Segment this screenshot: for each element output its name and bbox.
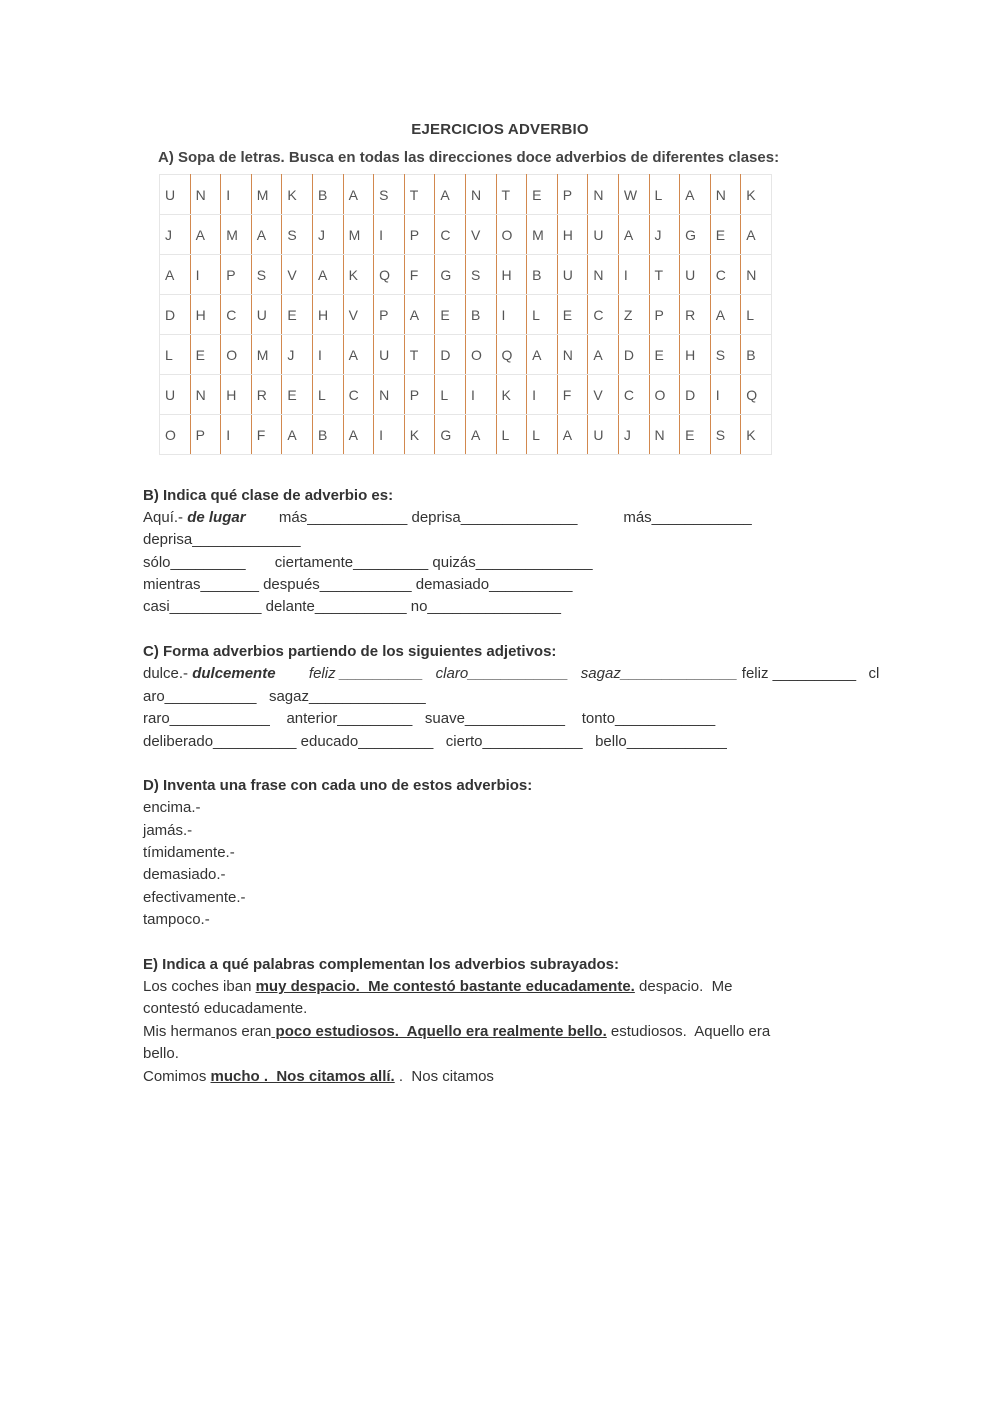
grid-cell: S: [282, 215, 313, 255]
grid-cell: I: [190, 255, 221, 295]
section-d-item: efectivamente.-: [143, 889, 246, 906]
grid-row: [160, 175, 772, 215]
grid-cell: M: [221, 215, 252, 255]
e-underlined: poco estudiosos. Aquello era realmente bello.: [271, 1023, 607, 1040]
grid-cell: I: [465, 375, 496, 415]
grid-cell: I: [527, 375, 558, 415]
section-d-item: encima.-: [143, 799, 201, 816]
c-italic-blanks: feliz __________ claro____________ sagaz______________: [308, 665, 738, 682]
grid-cell: N: [557, 335, 588, 375]
grid-cell: J: [618, 415, 649, 455]
grid-cell: G: [680, 215, 711, 255]
grid-cell: U: [160, 175, 191, 215]
grid-cell: F: [251, 415, 282, 455]
grid-cell: K: [343, 255, 374, 295]
grid-row: [160, 375, 772, 415]
grid-cell: E: [190, 335, 221, 375]
grid-cell: M: [343, 215, 374, 255]
e-text: Comimos: [143, 1068, 211, 1085]
b-blanks: más____________ deprisa______________ más____________: [245, 509, 752, 526]
grid-cell: A: [588, 335, 619, 375]
grid-cell: S: [465, 255, 496, 295]
section-d-item: tampoco.-: [143, 911, 210, 928]
grid-cell: C: [588, 295, 619, 335]
grid-cell: N: [649, 415, 680, 455]
grid-cell: T: [649, 255, 680, 295]
grid-cell: M: [251, 175, 282, 215]
grid-cell: K: [741, 175, 772, 215]
grid-cell: B: [465, 295, 496, 335]
grid-cell: O: [496, 215, 527, 255]
grid-cell: P: [649, 295, 680, 335]
grid-cell: Q: [741, 375, 772, 415]
grid-cell: N: [190, 375, 221, 415]
grid-cell: A: [343, 415, 374, 455]
grid-cell: A: [618, 215, 649, 255]
grid-cell: A: [190, 215, 221, 255]
grid-cell: L: [527, 295, 558, 335]
grid-row: [160, 255, 772, 295]
e-underlined: mucho . Nos citamos allí.: [210, 1068, 395, 1085]
grid-cell: L: [527, 415, 558, 455]
section-e-line-3: [143, 1021, 770, 1043]
section-b-line-3: sólo_________ ciertamente_________ quizás______________: [143, 554, 593, 571]
grid-cell: D: [435, 335, 466, 375]
grid-cell: H: [496, 255, 527, 295]
grid-cell: C: [710, 255, 741, 295]
grid-cell: I: [710, 375, 741, 415]
section-c-line-4: deliberado__________ educado_________ cierto____________ bello____________: [143, 733, 727, 750]
grid-cell: P: [374, 295, 405, 335]
grid-cell: U: [680, 255, 711, 295]
grid-cell: J: [282, 335, 313, 375]
section-d-item: tímidamente.-: [143, 844, 235, 861]
grid-cell: I: [374, 415, 405, 455]
grid-cell: A: [557, 415, 588, 455]
grid-cell: R: [680, 295, 711, 335]
grid-cell: L: [312, 375, 343, 415]
section-a-heading: A) Sopa de letras. Busca en todas las direcciones doce adverbios de diferentes clases:: [158, 149, 780, 166]
grid-cell: S: [710, 415, 741, 455]
grid-cell: U: [588, 215, 619, 255]
grid-cell: O: [649, 375, 680, 415]
grid-cell: A: [160, 255, 191, 295]
grid-cell: V: [465, 215, 496, 255]
grid-cell: B: [527, 255, 558, 295]
grid-cell: D: [680, 375, 711, 415]
section-b-line-2: deprisa_____________: [143, 531, 301, 548]
grid-cell: L: [741, 295, 772, 335]
grid-cell: E: [527, 175, 558, 215]
c-spacer: [276, 665, 309, 682]
grid-cell: N: [588, 255, 619, 295]
section-e-line-2: contestó educadamente.: [143, 1000, 308, 1017]
grid-cell: D: [160, 295, 191, 335]
grid-cell: C: [221, 295, 252, 335]
section-c-heading: C) Forma adverbios partiendo de los siguientes adjetivos:: [143, 643, 557, 660]
worksheet-title: EJERCICIOS ADVERBIO: [411, 121, 589, 138]
e-text: Mis hermanos eran: [143, 1023, 272, 1040]
grid-cell: E: [435, 295, 466, 335]
c-example-answer: dulcemente: [192, 665, 276, 682]
grid-cell: K: [741, 415, 772, 455]
grid-row: [160, 415, 772, 455]
grid-cell: M: [527, 215, 558, 255]
grid-cell: A: [527, 335, 558, 375]
grid-cell: V: [588, 375, 619, 415]
grid-cell: O: [221, 335, 252, 375]
grid-cell: A: [312, 255, 343, 295]
grid-cell: A: [404, 295, 435, 335]
section-d-heading: D) Inventa una frase con cada uno de estos adverbios:: [143, 777, 533, 794]
grid-cell: P: [221, 255, 252, 295]
grid-cell: N: [710, 175, 741, 215]
grid-cell: K: [496, 375, 527, 415]
section-b-heading: B) Indica qué clase de adverbio es:: [143, 487, 394, 504]
section-b-line-1: [143, 507, 752, 529]
grid-cell: A: [282, 415, 313, 455]
grid-cell: R: [251, 375, 282, 415]
e-text: Los coches iban: [143, 978, 256, 995]
grid-cell: U: [374, 335, 405, 375]
grid-cell: J: [312, 215, 343, 255]
grid-cell: E: [282, 295, 313, 335]
section-b-line-4: mientras_______ después___________ demasiado__________: [143, 576, 573, 593]
section-e-line-4: bello.: [143, 1045, 179, 1062]
b-example-answer: de lugar: [187, 509, 246, 526]
grid-cell: T: [496, 175, 527, 215]
section-d-item: demasiado.-: [143, 866, 226, 883]
word-search-grid: [159, 174, 772, 455]
e-underlined: muy despacio. Me contestó bastante educadamente.: [255, 978, 635, 995]
grid-cell: G: [435, 255, 466, 295]
grid-row: [160, 215, 772, 255]
grid-cell: U: [251, 295, 282, 335]
e-text: despacio. Me: [634, 978, 733, 995]
section-e-line-5: [143, 1066, 494, 1088]
grid-cell: H: [680, 335, 711, 375]
c-blanks: feliz __________ cl: [737, 665, 880, 682]
grid-cell: N: [374, 375, 405, 415]
b-prompt: Aquí.-: [143, 509, 188, 526]
grid-cell: N: [465, 175, 496, 215]
grid-cell: L: [496, 415, 527, 455]
grid-row: [160, 335, 772, 375]
grid-cell: P: [404, 375, 435, 415]
grid-cell: B: [312, 415, 343, 455]
grid-cell: N: [588, 175, 619, 215]
grid-cell: A: [435, 175, 466, 215]
grid-cell: P: [557, 175, 588, 215]
grid-cell: A: [710, 295, 741, 335]
grid-cell: L: [160, 335, 191, 375]
e-text: . Nos citamos: [394, 1068, 494, 1085]
grid-cell: N: [741, 255, 772, 295]
section-c-line-3: raro____________ anterior_________ suave____________ tonto____________: [143, 710, 716, 727]
grid-cell: W: [618, 175, 649, 215]
grid-cell: M: [251, 335, 282, 375]
grid-cell: N: [190, 175, 221, 215]
grid-cell: I: [221, 415, 252, 455]
grid-cell: H: [190, 295, 221, 335]
grid-cell: U: [160, 375, 191, 415]
e-text: estudiosos. Aquello era: [606, 1023, 771, 1040]
grid-cell: U: [588, 415, 619, 455]
grid-cell: I: [496, 295, 527, 335]
grid-cell: T: [404, 335, 435, 375]
grid-cell: A: [343, 335, 374, 375]
grid-cell: G: [435, 415, 466, 455]
grid-cell: A: [465, 415, 496, 455]
grid-cell: L: [649, 175, 680, 215]
grid-cell: F: [404, 255, 435, 295]
grid-cell: J: [160, 215, 191, 255]
c-prompt: dulce.-: [143, 665, 193, 682]
grid-cell: Q: [496, 335, 527, 375]
grid-cell: K: [404, 415, 435, 455]
grid-cell: E: [282, 375, 313, 415]
grid-cell: I: [618, 255, 649, 295]
grid-cell: E: [680, 415, 711, 455]
grid-cell: C: [343, 375, 374, 415]
grid-cell: Q: [374, 255, 405, 295]
grid-cell: A: [680, 175, 711, 215]
grid-cell: C: [435, 215, 466, 255]
grid-cell: K: [282, 175, 313, 215]
grid-cell: I: [221, 175, 252, 215]
grid-cell: S: [251, 255, 282, 295]
grid-cell: I: [374, 215, 405, 255]
grid-cell: E: [649, 335, 680, 375]
grid-cell: P: [190, 415, 221, 455]
grid-cell: A: [251, 215, 282, 255]
grid-cell: U: [557, 255, 588, 295]
section-e-line-1: [143, 976, 732, 998]
grid-cell: E: [557, 295, 588, 335]
grid-cell: J: [649, 215, 680, 255]
grid-cell: S: [374, 175, 405, 215]
grid-cell: O: [160, 415, 191, 455]
section-c-line-2: aro___________ sagaz______________: [143, 688, 426, 705]
grid-row: [160, 295, 772, 335]
grid-cell: A: [741, 215, 772, 255]
grid-cell: A: [343, 175, 374, 215]
grid-cell: O: [465, 335, 496, 375]
grid-cell: S: [710, 335, 741, 375]
grid-cell: H: [221, 375, 252, 415]
grid-cell: D: [618, 335, 649, 375]
grid-cell: H: [557, 215, 588, 255]
grid-cell: H: [312, 295, 343, 335]
grid-cell: B: [741, 335, 772, 375]
section-c-line-1: [143, 663, 879, 685]
grid-cell: T: [404, 175, 435, 215]
grid-cell: I: [312, 335, 343, 375]
grid-cell: V: [282, 255, 313, 295]
grid-cell: V: [343, 295, 374, 335]
grid-cell: C: [618, 375, 649, 415]
section-b-line-5: casi___________ delante___________ no________________: [143, 598, 561, 615]
grid-cell: Z: [618, 295, 649, 335]
section-d-item: jamás.-: [143, 822, 193, 839]
grid-cell: P: [404, 215, 435, 255]
section-e-heading: E) Indica a qué palabras complementan los adverbios subrayados:: [143, 956, 619, 973]
grid-cell: B: [312, 175, 343, 215]
grid-cell: E: [710, 215, 741, 255]
grid-cell: F: [557, 375, 588, 415]
grid-cell: L: [435, 375, 466, 415]
